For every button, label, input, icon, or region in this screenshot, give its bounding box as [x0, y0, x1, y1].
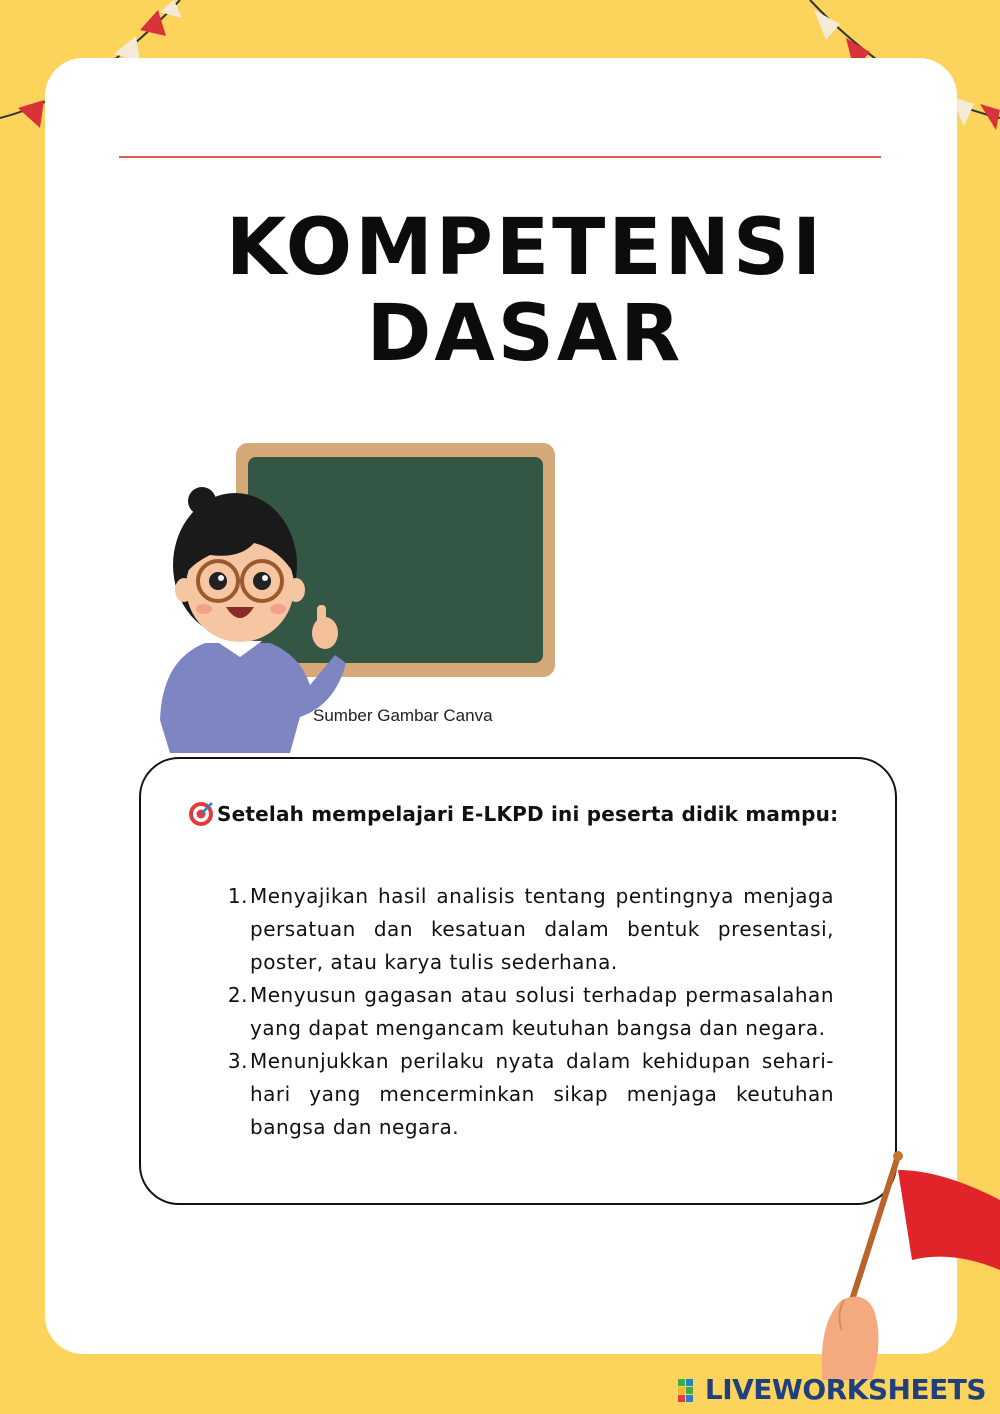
objectives-intro-text: Setelah mempelajari E-LKPD ini peserta didik mampu:	[217, 802, 839, 826]
list-item-text: Menyajikan hasil analisis tentang pentingnya menjaga persatuan dan kesatuan dalam bentuk presentasi, poster, atau karya tulis sederhana.	[250, 884, 834, 974]
list-item-text: Menyusun gagasan atau solusi terhadap permasalahan yang dapat mengancam keutuhan bangsa dan negara.	[250, 983, 834, 1040]
title-line-2: DASAR	[366, 289, 684, 379]
list-item	[222, 880, 834, 979]
header-divider	[119, 156, 881, 158]
target-icon	[187, 800, 215, 828]
list-item-number: 2.	[227, 983, 248, 1007]
watermark-text: LIVEWORKSHEETS	[704, 1373, 986, 1406]
objectives-intro	[187, 800, 838, 828]
list-item-number: 3.	[227, 1049, 248, 1073]
flag-hand-illustration	[812, 1150, 1000, 1380]
list-item-number: 1.	[227, 884, 248, 908]
list-item	[222, 979, 834, 1045]
title-line-1: KOMPETENSI	[225, 203, 825, 293]
list-item-text: Menunjukkan perilaku nyata dalam kehidupan sehari-hari yang mencerminkan sikap menjaga keutuhan bangsa dan negara.	[250, 1049, 834, 1139]
liveworksheets-logo-icon	[677, 1377, 703, 1403]
list-item	[222, 1045, 834, 1144]
objectives-list	[222, 880, 834, 1144]
page-title	[0, 205, 1000, 377]
image-caption: Sumber Gambar Canva	[313, 706, 493, 725]
watermark	[677, 1373, 986, 1406]
